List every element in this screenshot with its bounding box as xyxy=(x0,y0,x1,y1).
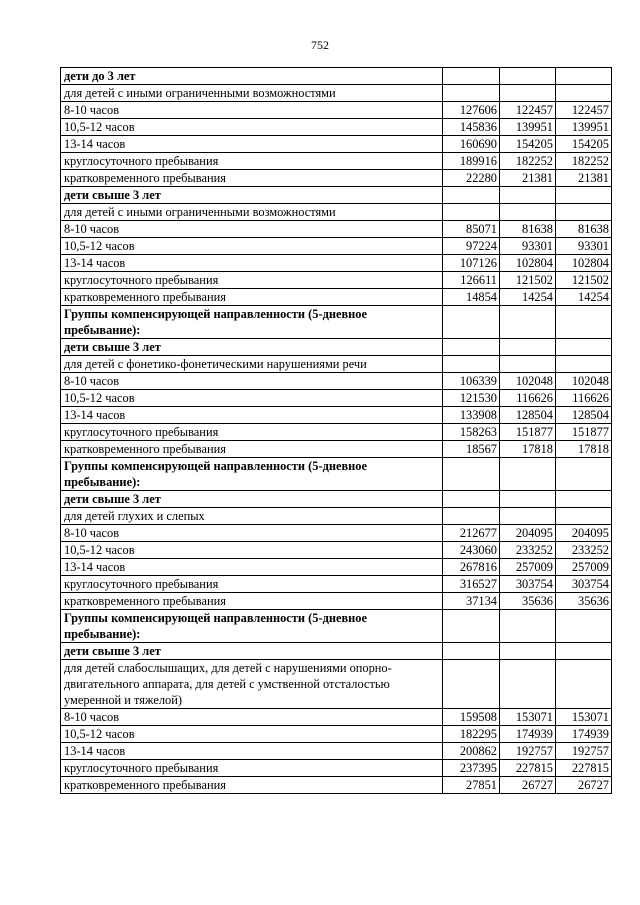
value-cell-1: 22280 xyxy=(443,170,500,187)
value-cell-1: 127606 xyxy=(443,102,500,119)
value-cell-1: 212677 xyxy=(443,525,500,542)
value-cell-2 xyxy=(500,643,556,660)
value-cell-3: 153071 xyxy=(556,709,612,726)
value-cell-3 xyxy=(556,85,612,102)
value-cell-2: 204095 xyxy=(500,525,556,542)
value-cell-1: 126611 xyxy=(443,272,500,289)
table-row xyxy=(61,743,612,760)
value-cell-2: 151877 xyxy=(500,424,556,441)
row-label: 8-10 часов xyxy=(61,709,443,726)
value-cell-2: 102048 xyxy=(500,373,556,390)
row-label: Группы компенсирующей направленности (5-дневное пребывание): xyxy=(61,458,443,491)
category-row xyxy=(61,204,612,221)
row-label: 10,5-12 часов xyxy=(61,390,443,407)
row-label: дети до 3 лет xyxy=(61,68,443,85)
value-cell-3 xyxy=(556,68,612,85)
value-cell-3: 204095 xyxy=(556,525,612,542)
table-row xyxy=(61,407,612,424)
value-cell-1: 159508 xyxy=(443,709,500,726)
value-cell-2: 122457 xyxy=(500,102,556,119)
row-label: 10,5-12 часов xyxy=(61,542,443,559)
value-cell-1: 85071 xyxy=(443,221,500,238)
row-label: дети свыше 3 лет xyxy=(61,643,443,660)
value-cell-2: 93301 xyxy=(500,238,556,255)
category-row xyxy=(61,508,612,525)
value-cell-3: 93301 xyxy=(556,238,612,255)
value-cell-3: 102804 xyxy=(556,255,612,272)
value-cell-3: 26727 xyxy=(556,777,612,794)
value-cell-3: 303754 xyxy=(556,576,612,593)
value-cell-3 xyxy=(556,339,612,356)
table-row xyxy=(61,726,612,743)
value-cell-2 xyxy=(500,660,556,709)
row-label: 13-14 часов xyxy=(61,255,443,272)
value-cell-3: 233252 xyxy=(556,542,612,559)
row-label: 13-14 часов xyxy=(61,136,443,153)
value-cell-2: 17818 xyxy=(500,441,556,458)
row-label: 10,5-12 часов xyxy=(61,238,443,255)
row-label: круглосуточного пребывания xyxy=(61,424,443,441)
row-label: 13-14 часов xyxy=(61,743,443,760)
value-cell-1: 106339 xyxy=(443,373,500,390)
value-cell-2 xyxy=(500,187,556,204)
value-cell-1: 160690 xyxy=(443,136,500,153)
row-label: 8-10 часов xyxy=(61,373,443,390)
value-cell-3: 81638 xyxy=(556,221,612,238)
value-cell-3: 35636 xyxy=(556,593,612,610)
table-row xyxy=(61,441,612,458)
section-header-row xyxy=(61,458,612,491)
value-cell-3: 122457 xyxy=(556,102,612,119)
value-cell-1 xyxy=(443,660,500,709)
value-cell-2: 21381 xyxy=(500,170,556,187)
value-cell-1: 182295 xyxy=(443,726,500,743)
value-cell-1: 237395 xyxy=(443,760,500,777)
value-cell-1: 121530 xyxy=(443,390,500,407)
value-cell-3: 154205 xyxy=(556,136,612,153)
value-cell-2: 174939 xyxy=(500,726,556,743)
value-cell-2: 139951 xyxy=(500,119,556,136)
value-cell-2: 153071 xyxy=(500,709,556,726)
row-label: круглосуточного пребывания xyxy=(61,576,443,593)
table-row xyxy=(61,221,612,238)
value-cell-1: 27851 xyxy=(443,777,500,794)
table-row xyxy=(61,424,612,441)
value-cell-1 xyxy=(443,458,500,491)
tariff-table-body xyxy=(61,68,612,794)
row-label: Группы компенсирующей направленности (5-дневное пребывание): xyxy=(61,306,443,339)
row-label: 10,5-12 часов xyxy=(61,119,443,136)
row-label: круглосуточного пребывания xyxy=(61,272,443,289)
row-label: кратковременного пребывания xyxy=(61,593,443,610)
value-cell-2 xyxy=(500,610,556,643)
row-label: для детей слабослышащих, для детей с нарушениями опорно-двигательного аппарата, для детей с умственной отсталостью умеренной и тяжелой) xyxy=(61,660,443,709)
table-row xyxy=(61,289,612,306)
row-label: 13-14 часов xyxy=(61,407,443,424)
value-cell-1: 267816 xyxy=(443,559,500,576)
section-header-row xyxy=(61,187,612,204)
row-label: кратковременного пребывания xyxy=(61,289,443,306)
row-label: для детей глухих и слепых xyxy=(61,508,443,525)
value-cell-3 xyxy=(556,660,612,709)
value-cell-1 xyxy=(443,306,500,339)
value-cell-1: 97224 xyxy=(443,238,500,255)
value-cell-1 xyxy=(443,491,500,508)
row-label: дети свыше 3 лет xyxy=(61,187,443,204)
value-cell-1: 316527 xyxy=(443,576,500,593)
table-row xyxy=(61,559,612,576)
value-cell-3: 182252 xyxy=(556,153,612,170)
value-cell-2: 227815 xyxy=(500,760,556,777)
row-label: для детей с иными ограниченными возможностями xyxy=(61,85,443,102)
value-cell-3: 121502 xyxy=(556,272,612,289)
value-cell-2 xyxy=(500,204,556,221)
table-row xyxy=(61,525,612,542)
value-cell-1 xyxy=(443,204,500,221)
value-cell-1: 243060 xyxy=(443,542,500,559)
value-cell-1: 200862 xyxy=(443,743,500,760)
value-cell-2: 121502 xyxy=(500,272,556,289)
value-cell-1 xyxy=(443,508,500,525)
row-label: для детей с фонетико-фонетическими нарушениями речи xyxy=(61,356,443,373)
value-cell-1: 158263 xyxy=(443,424,500,441)
row-label: круглосуточного пребывания xyxy=(61,153,443,170)
value-cell-3: 116626 xyxy=(556,390,612,407)
value-cell-2 xyxy=(500,491,556,508)
value-cell-2: 116626 xyxy=(500,390,556,407)
section-header-row xyxy=(61,491,612,508)
value-cell-3: 192757 xyxy=(556,743,612,760)
table-row xyxy=(61,709,612,726)
value-cell-3: 151877 xyxy=(556,424,612,441)
value-cell-3: 21381 xyxy=(556,170,612,187)
value-cell-2 xyxy=(500,458,556,491)
value-cell-1: 107126 xyxy=(443,255,500,272)
table-row xyxy=(61,576,612,593)
section-header-row xyxy=(61,306,612,339)
value-cell-2: 26727 xyxy=(500,777,556,794)
value-cell-2 xyxy=(500,356,556,373)
value-cell-3: 14254 xyxy=(556,289,612,306)
row-label: 8-10 часов xyxy=(61,221,443,238)
category-row xyxy=(61,356,612,373)
value-cell-3 xyxy=(556,204,612,221)
value-cell-3 xyxy=(556,491,612,508)
row-label: для детей с иными ограниченными возможностями xyxy=(61,204,443,221)
value-cell-2: 14254 xyxy=(500,289,556,306)
value-cell-1 xyxy=(443,187,500,204)
value-cell-3 xyxy=(556,508,612,525)
value-cell-3 xyxy=(556,306,612,339)
table-row xyxy=(61,760,612,777)
table-row xyxy=(61,272,612,289)
value-cell-2 xyxy=(500,306,556,339)
value-cell-1: 133908 xyxy=(443,407,500,424)
category-row xyxy=(61,85,612,102)
value-cell-3 xyxy=(556,610,612,643)
value-cell-2: 192757 xyxy=(500,743,556,760)
table-row xyxy=(61,373,612,390)
table-row xyxy=(61,238,612,255)
value-cell-3 xyxy=(556,643,612,660)
value-cell-1: 37134 xyxy=(443,593,500,610)
page-number: 752 xyxy=(311,38,329,52)
value-cell-2: 128504 xyxy=(500,407,556,424)
value-cell-2 xyxy=(500,339,556,356)
value-cell-1 xyxy=(443,643,500,660)
value-cell-2: 102804 xyxy=(500,255,556,272)
value-cell-1 xyxy=(443,68,500,85)
value-cell-2: 35636 xyxy=(500,593,556,610)
table-row xyxy=(61,777,612,794)
value-cell-2: 303754 xyxy=(500,576,556,593)
value-cell-1 xyxy=(443,339,500,356)
value-cell-1: 14854 xyxy=(443,289,500,306)
value-cell-2: 182252 xyxy=(500,153,556,170)
value-cell-2: 154205 xyxy=(500,136,556,153)
row-label: 10,5-12 часов xyxy=(61,726,443,743)
value-cell-3: 257009 xyxy=(556,559,612,576)
value-cell-1: 18567 xyxy=(443,441,500,458)
value-cell-2: 257009 xyxy=(500,559,556,576)
value-cell-3: 17818 xyxy=(556,441,612,458)
section-header-row xyxy=(61,610,612,643)
row-label: кратковременного пребывания xyxy=(61,777,443,794)
table-row xyxy=(61,255,612,272)
table-row xyxy=(61,102,612,119)
value-cell-3 xyxy=(556,356,612,373)
value-cell-2 xyxy=(500,68,556,85)
table-row xyxy=(61,390,612,407)
value-cell-3: 139951 xyxy=(556,119,612,136)
value-cell-3: 174939 xyxy=(556,726,612,743)
value-cell-2 xyxy=(500,85,556,102)
table-row xyxy=(61,542,612,559)
category-row xyxy=(61,660,612,709)
table-row xyxy=(61,170,612,187)
value-cell-1: 145836 xyxy=(443,119,500,136)
value-cell-3 xyxy=(556,187,612,204)
table-row xyxy=(61,136,612,153)
row-label: 13-14 часов xyxy=(61,559,443,576)
row-label: дети свыше 3 лет xyxy=(61,491,443,508)
value-cell-1 xyxy=(443,356,500,373)
value-cell-2: 233252 xyxy=(500,542,556,559)
value-cell-1 xyxy=(443,85,500,102)
section-header-row xyxy=(61,339,612,356)
table-row xyxy=(61,153,612,170)
tariff-table xyxy=(60,67,612,794)
row-label: кратковременного пребывания xyxy=(61,441,443,458)
section-header-row xyxy=(61,68,612,85)
value-cell-3: 128504 xyxy=(556,407,612,424)
value-cell-3: 102048 xyxy=(556,373,612,390)
row-label: дети свыше 3 лет xyxy=(61,339,443,356)
table-row xyxy=(61,119,612,136)
row-label: 8-10 часов xyxy=(61,525,443,542)
row-label: 8-10 часов xyxy=(61,102,443,119)
row-label: Группы компенсирующей направленности (5-дневное пребывание): xyxy=(61,610,443,643)
value-cell-2 xyxy=(500,508,556,525)
value-cell-1: 189916 xyxy=(443,153,500,170)
table-row xyxy=(61,593,612,610)
section-header-row xyxy=(61,643,612,660)
row-label: круглосуточного пребывания xyxy=(61,760,443,777)
value-cell-3 xyxy=(556,458,612,491)
value-cell-3: 227815 xyxy=(556,760,612,777)
value-cell-1 xyxy=(443,610,500,643)
row-label: кратковременного пребывания xyxy=(61,170,443,187)
value-cell-2: 81638 xyxy=(500,221,556,238)
